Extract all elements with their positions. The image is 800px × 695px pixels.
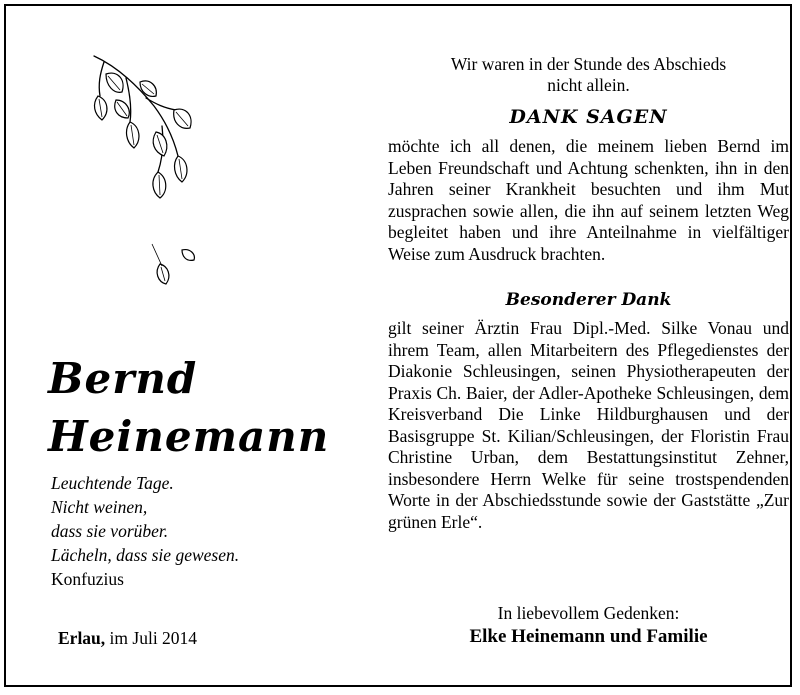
birch-branch-icon xyxy=(86,44,216,304)
intro-line: nicht allein. xyxy=(547,75,630,95)
poem-author: Konfuzius xyxy=(51,569,124,589)
poem-line: Nicht weinen, xyxy=(51,497,148,517)
poem-line: dass sie vorüber. xyxy=(51,521,169,541)
place-date xyxy=(58,628,197,649)
heading-besonderer-dank: Besonderer Dank xyxy=(505,290,672,310)
closing-line: In liebevollem Gedenken: xyxy=(497,603,680,623)
deceased-first-name: Bernd xyxy=(48,354,198,403)
thanks-paragraph: möchte ich all denen, die meinem lieben Bernd im Leben Freundschaft und Achtung schenkten, ihn in den Jahren seiner Krankheit besuchten und ihm Mut zusprachen sowie allen, die ihn auf seinem letzten Weg begleitet haben und ihre Anteilnahme in vielfältiger Weise zum Ausdruck brachten. xyxy=(388,136,789,264)
poem-line: Lächeln, dass sie gewesen. xyxy=(51,545,240,565)
poem-line: Leuchtende Tage. xyxy=(51,473,174,493)
intro-text xyxy=(388,54,789,96)
obituary-frame xyxy=(4,4,792,687)
heading-dank-sagen: DANK SAGEN xyxy=(509,106,668,128)
signature: Elke Heinemann und Familie xyxy=(469,626,708,647)
special-thanks-paragraph: gilt seiner Ärztin Frau Dipl.-Med. Silke Vonau und ihrem Team, allen Mitarbeitern des Pflegedienstes der Diakonie Schleusingen, seinen Physiotherapeuten der Praxis Ch. Baier, der Adler-Apotheke Schleusingen, dem Kreisverband Die Linke Hildburghausen und der Basisgruppe St. Kilian/Schleusingen, der Floristin Frau Christine Urban, dem Bestattungsinstitut Zehner, insbesondere Herrn Welke für seine trostspendenden Worte in der Abschiedsstunde sowie der Gaststätte „Zur grünen Erle“. xyxy=(388,318,789,532)
poem xyxy=(51,471,239,591)
deceased-last-name: Heinemann xyxy=(48,412,330,461)
date: im Juli 2014 xyxy=(109,628,198,648)
intro-line: Wir waren in der Stunde des Abschieds xyxy=(450,54,727,74)
place: Erlau, xyxy=(58,628,106,648)
